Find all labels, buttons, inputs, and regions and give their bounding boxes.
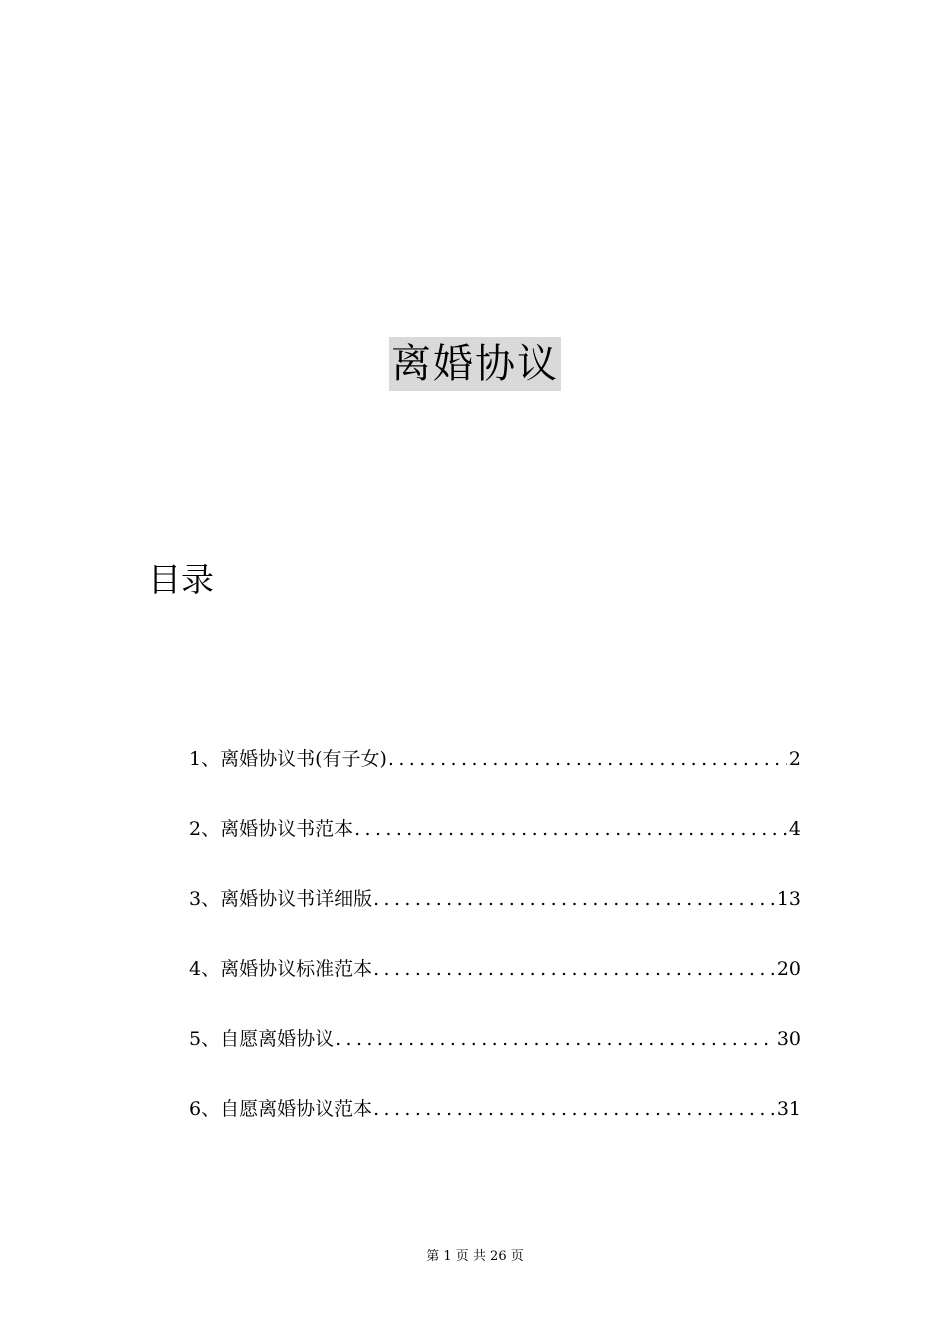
toc-dot-leader: [388, 742, 787, 776]
toc-dot-leader: [373, 1092, 775, 1126]
toc-entry[interactable]: [189, 742, 801, 812]
toc-entry[interactable]: [189, 882, 801, 952]
document-title: 离婚协议: [389, 337, 561, 391]
toc-entry-label: 5、自愿离婚协议: [189, 1028, 335, 1050]
toc-entry-page: 31: [776, 1098, 801, 1120]
toc-entry-label: 3、离婚协议书详细版: [189, 888, 373, 910]
toc-entry[interactable]: [189, 1022, 801, 1092]
toc-entry[interactable]: [189, 1092, 801, 1162]
toc-dot-leader: [373, 952, 775, 986]
toc-entry-label: 4、离婚协议标准范本: [189, 958, 373, 980]
toc-entry-page: 2: [788, 748, 801, 770]
toc-entry-label: 6、自愿离婚协议范本: [189, 1098, 373, 1120]
toc-dot-leader: [335, 1022, 775, 1056]
toc-heading: 目录: [148, 560, 214, 599]
toc-entry[interactable]: [189, 952, 801, 1022]
toc-dot-leader: [373, 882, 775, 916]
toc-entry[interactable]: [189, 812, 801, 882]
document-title-block: [0, 337, 950, 391]
toc-entry-page: 20: [776, 958, 801, 980]
toc-entry-label: 2、离婚协议书范本: [189, 818, 354, 840]
toc-entry-page: 13: [776, 888, 801, 910]
toc-dot-leader: [354, 812, 787, 846]
toc-entry-label: 1、离婚协议书(有子女): [189, 748, 387, 770]
toc-entry-page: 30: [776, 1028, 801, 1050]
toc-entry-page: 4: [788, 818, 801, 840]
page-footer: 第 1 页 共 26 页: [426, 1249, 524, 1264]
table-of-contents: [189, 742, 801, 1162]
